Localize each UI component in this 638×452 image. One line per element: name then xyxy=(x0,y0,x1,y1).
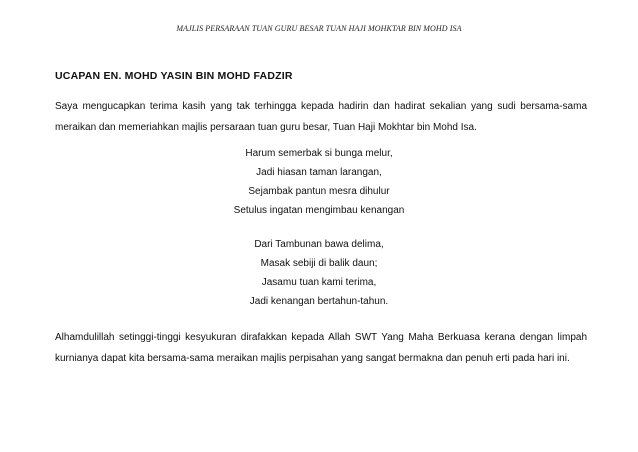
closing-paragraph: Alhamdulillah setinggi-tinggi kesyukuran dirafakkan kepada Allah SWT Yang Maha Berkuasa kerana dengan limpah kurnianya dapat kita bersama-sama meraikan majlis perpisahan yang sangat bermakna dan penuh erti pada hari ini. xyxy=(55,332,587,364)
pantun-line: Setulus ingatan mengimbau kenangan xyxy=(233,205,405,216)
intro-paragraph: Saya mengucapkan terima kasih yang tak terhingga kepada hadirin dan hadirat sekalian yang sudi bersama-sama meraikan dan memeriahkan majlis persaraan tuan guru besar, Tuan Haji Mokhtar bin Mohd Isa. xyxy=(55,101,587,133)
running-header: MAJLIS PERSARAAN TUAN GURU BESAR TUAN HAJI MOHKTAR BIN MOHD ISA xyxy=(176,24,462,33)
pantun-line: Dari Tambunan bawa delima, xyxy=(254,239,384,250)
pantun-stanza-2 xyxy=(0,235,638,311)
speech-heading: UCAPAN EN. MOHD YASIN BIN MOHD FADZIR xyxy=(55,70,293,82)
pantun-line: Masak sebiji di balik daun; xyxy=(260,258,378,269)
pantun-line: Sejambak pantun mesra dihulur xyxy=(248,186,390,197)
pantun-line: Harum semerbak si bunga melur, xyxy=(245,148,393,159)
pantun-line: Jadi hiasan taman larangan, xyxy=(256,167,382,178)
pantun-line: Jadi kenangan bertahun-tahun. xyxy=(249,296,389,307)
pantun-stanza-1 xyxy=(0,144,638,220)
pantun-line: Jasamu tuan kami terima, xyxy=(261,277,377,288)
